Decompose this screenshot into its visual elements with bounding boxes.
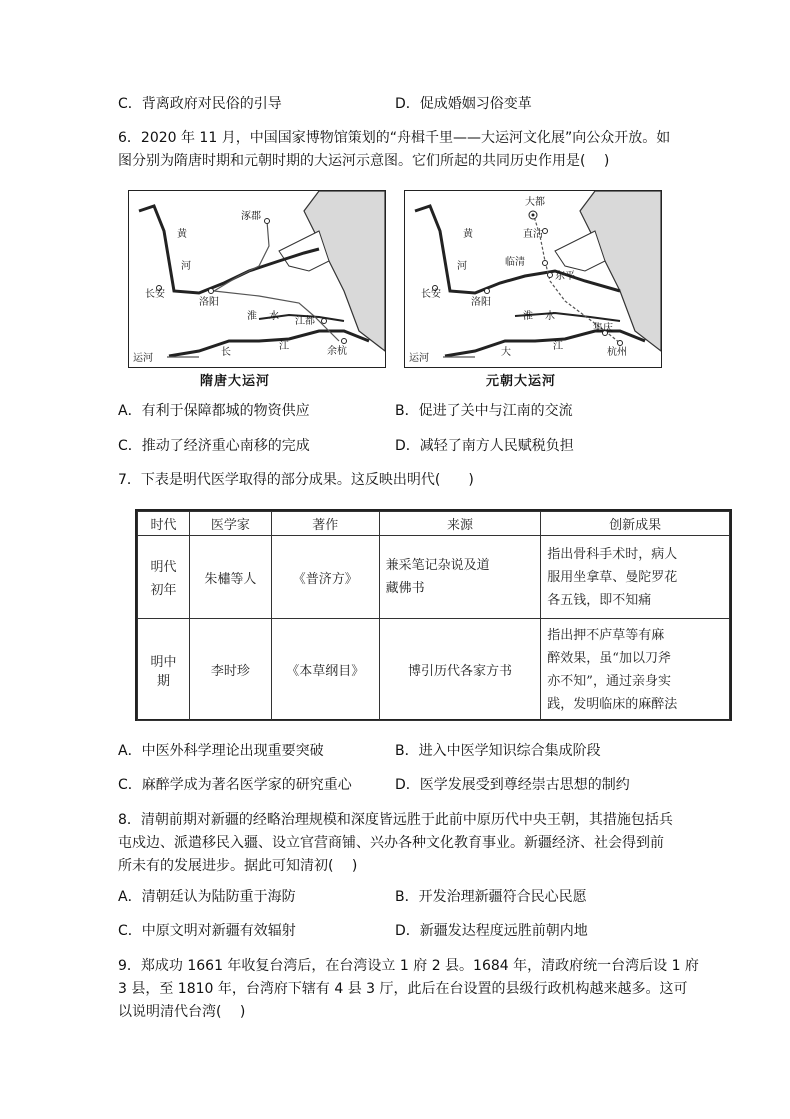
label-jiang: 江 bbox=[279, 341, 289, 352]
yuan-canal-map bbox=[404, 190, 662, 368]
cell-doctor: 朱橚等人 bbox=[189, 536, 271, 619]
label-he: 河 bbox=[457, 261, 467, 272]
cell-result-line: 指出骨科手术时，病人 bbox=[547, 546, 678, 562]
medicine-table bbox=[137, 511, 730, 721]
cell-source bbox=[379, 536, 541, 619]
q8-option-c: C．中原文明对新疆有效辐射 bbox=[118, 923, 296, 939]
cell-source: 博引历代各家方书 bbox=[379, 619, 541, 721]
cell-era bbox=[138, 536, 190, 619]
cell-result-line: 醉效果，虽“加以刀斧 bbox=[547, 650, 671, 666]
cell-source-line: 藏佛书 bbox=[385, 581, 425, 596]
cell-era: 明中期 bbox=[138, 619, 190, 721]
q8-option-d: D．新疆发达程度远胜前朝内地 bbox=[395, 923, 588, 939]
cell-source-line: 兼采笔记杂说及道 bbox=[385, 558, 490, 573]
q5-option-d: D．促成婚姻习俗变革 bbox=[395, 96, 532, 112]
q7-stem: 7．下表是明代医学取得的部分成果。这反映出明代( ) bbox=[118, 472, 474, 488]
q6-option-d: D．减轻了南方人民赋税负担 bbox=[395, 438, 574, 454]
q6-stem-line-1: 6．2020 年 11 月，中国国家博物馆策划的“舟楫千里——大运河文化展”向公众开放。如 bbox=[118, 130, 671, 146]
header-era: 时代 bbox=[138, 512, 190, 536]
yongji-canal bbox=[214, 221, 269, 291]
legend-label: 运河 bbox=[409, 353, 429, 364]
sea-area bbox=[304, 191, 385, 351]
q5-option-c: C．背离政府对民俗的引导 bbox=[118, 96, 282, 112]
cell-result-line: 指出押不庐草等有麻 bbox=[547, 627, 665, 643]
q7-option-a: A．中医外科学理论出现重要突破 bbox=[118, 743, 324, 759]
label-huang: 黄 bbox=[463, 229, 473, 240]
sui-tang-canal-map bbox=[128, 190, 386, 368]
jiangdu-dot bbox=[322, 319, 327, 324]
label-huai: 淮 bbox=[247, 311, 257, 322]
yuan-canal-map-svg bbox=[405, 191, 661, 367]
luoyang-dot bbox=[209, 289, 214, 294]
label-he: 河 bbox=[181, 261, 191, 272]
legend-label: 运河 bbox=[133, 353, 153, 364]
shandong-peninsula bbox=[279, 231, 329, 271]
label-shui: 水 bbox=[269, 311, 279, 322]
sui-tang-canal-map-svg bbox=[129, 191, 385, 367]
zhuojun-dot bbox=[265, 219, 270, 224]
q8-option-b: B．开发治理新疆符合民心民愿 bbox=[395, 889, 587, 905]
q8-option-a: A．清朝廷认为陆防重于海防 bbox=[118, 889, 296, 905]
label-luoyang: 洛阳 bbox=[471, 297, 491, 308]
label-huang: 黄 bbox=[177, 229, 187, 240]
dadu-center bbox=[532, 214, 535, 217]
cell-result-line: 各五钱，即不知痛 bbox=[547, 592, 652, 608]
linqing-dot bbox=[543, 261, 548, 266]
label-changan: 长安 bbox=[421, 289, 441, 300]
header-result: 创新成果 bbox=[541, 512, 730, 536]
q7-option-d: D．医学发展受到尊经崇古思想的制约 bbox=[395, 777, 630, 793]
label-chang: 长 bbox=[221, 347, 231, 358]
q9-stem-line-2: 3 县，至 1810 年，台湾府下辖有 4 县 3 厅，此后在台设置的县级行政机构越来越多。这可 bbox=[118, 981, 688, 997]
label-zhuojun: 涿郡 bbox=[241, 211, 261, 222]
label-huai: 淮 bbox=[523, 311, 533, 322]
q9-stem-line-1: 9．郑成功 1661 年收复台湾后，在台湾设立 1 府 2 县。1684 年，清政府统一台湾后设 1 府 bbox=[118, 958, 699, 974]
cell-result-line: 服用坐拿草、曼陀罗花 bbox=[547, 569, 678, 585]
header-source: 来源 bbox=[379, 512, 541, 536]
label-yuhang: 余杭 bbox=[327, 346, 347, 357]
cell-doctor: 李时珍 bbox=[189, 619, 271, 721]
zhigu-dot bbox=[543, 229, 548, 234]
q8-stem-line-3: 所未有的发展进步。据此可知清初( ) bbox=[118, 858, 358, 874]
q6-stem-line-2: 图分别为隋唐时期和元朝时期的大运河示意图。它们所起的共同历史作用是( ) bbox=[118, 153, 610, 169]
q7-option-c: C．麻醉学成为著名医学家的研究重心 bbox=[118, 777, 352, 793]
table-row bbox=[138, 536, 730, 619]
q6-option-c: C．推动了经济重心南移的完成 bbox=[118, 438, 310, 454]
hangzhou-dot bbox=[618, 341, 623, 346]
header-doctor: 医学家 bbox=[189, 512, 271, 536]
label-shui: 水 bbox=[545, 311, 555, 322]
label-jiangdu: 江都 bbox=[295, 316, 315, 327]
q9-stem-line-3: 以说明清代台湾( ) bbox=[118, 1004, 246, 1020]
label-dadu: 大都 bbox=[525, 197, 545, 208]
table-header-row bbox=[138, 512, 730, 536]
dongping-dot bbox=[548, 273, 553, 278]
q6-option-a: A．有利于保障都城的物资供应 bbox=[118, 403, 310, 419]
label-zhigu: 直沽 bbox=[523, 229, 543, 240]
label-changan: 长安 bbox=[145, 289, 165, 300]
yuan-map-caption: 元朝大运河 bbox=[486, 374, 557, 389]
yuhang-dot bbox=[342, 339, 347, 344]
label-linqing: 临清 bbox=[505, 257, 525, 268]
sui-tang-map-caption: 隋唐大运河 bbox=[200, 374, 271, 389]
luoyang-dot bbox=[485, 289, 490, 294]
shandong-peninsula bbox=[555, 231, 605, 271]
label-hangzhou: 杭州 bbox=[607, 347, 627, 358]
q8-stem-line-2: 屯戍边、派遣移民入疆、设立官营商铺、兴办各种文化教育事业。新疆经济、社会得到前 bbox=[118, 835, 664, 851]
label-luoyang: 洛阳 bbox=[199, 297, 219, 308]
cell-work: 《本草纲目》 bbox=[271, 619, 379, 721]
header-work: 著作 bbox=[271, 512, 379, 536]
cell-result-line: 践，发明临床的麻醉法 bbox=[547, 696, 678, 712]
cell-result-line: 亦不知”，通过亲身实 bbox=[547, 673, 671, 689]
cell-era-line: 初年 bbox=[150, 583, 177, 598]
cell-result bbox=[541, 536, 730, 619]
q7-option-b: B．进入中医学知识综合集成阶段 bbox=[395, 743, 601, 759]
cell-era-line: 明代 bbox=[150, 560, 177, 575]
label-dongping: 东平 bbox=[555, 271, 575, 282]
q6-option-b: B．促进了关中与江南的交流 bbox=[395, 403, 573, 419]
cell-work: 《普济方》 bbox=[271, 536, 379, 619]
table-row bbox=[138, 619, 730, 721]
label-da: 大 bbox=[501, 347, 511, 358]
label-jiang: 江 bbox=[553, 341, 563, 352]
cell-result bbox=[541, 619, 730, 721]
label-jiqing: 集庆 bbox=[593, 323, 613, 334]
q8-stem-line-1: 8．清朝前期对新疆的经略治理规模和深度皆远胜于此前中原历代中央王朝，其措施包括兵 bbox=[118, 812, 673, 828]
